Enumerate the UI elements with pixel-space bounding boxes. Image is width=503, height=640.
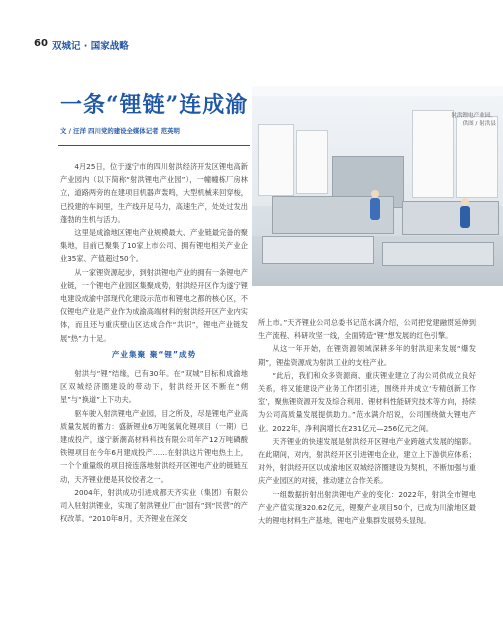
paragraph: 天齐锂业的快速发展是射洪经开区锂电产业跨越式发展的缩影。在此期间，对内，射洪经开区引进锂电企业，建立上下游供应体系；对外，射洪经开区以成渝地区双城经济圈建设为契机，不断加强与重庆产业园区的对接，推动建立合作关系。 [258,436,476,486]
paragraph: 一组数据折射出射洪锂电产业的变化：2022年，射洪全市锂电产业产值实现320.62亿元，锂聚产业项目50个，已成为川渝地区最大的锂电材料生产基地，锂电产业集群发展势头显现。 [258,489,476,526]
byline: 文 / 汪洋 四川党的建设全媒体记者 范英明 [60,127,180,135]
paragraph: “此后，我们和众多资源商、重庆锂业建立了沟公司供成立良好关系，将又能建设产业务工作团引进，围绕并并成立‘专精创新工作室’，聚焦锂资源开发及综合利用、锂材料性能研究技术等方向，持续为公司高质量发展提供助力。”范水满介绍说，公司围绕做大锂电产业。2022年，净利润增长在231亿元—256亿元之间。 [258,370,476,433]
paragraph: 4月25日，位于遂宁市的四川射洪经济开发区锂电高新产业园内（以下简称“射洪锂电产业园”），一幢幢栋厂房林立，道路两旁的在建项目机器声轰鸣，大型机械来回穿梭，已投建的车间里，生产线开足马力，高速生产，处处过发出蓬勃的生机与活力。 [60,162,248,224]
photo-caption: 射洪锂电产业园。供图 / 射洪县 [451,113,496,127]
left-column [60,160,248,525]
paragraph: 射洪与“锂”结缘，已有30年。在“双城”目标和成渝地区双城经济圈建设的带动下，射洪经开区不断在“朔星”与“换道”上下功夫。 [60,369,248,405]
subheading: 产业集聚 聚“锂”成势 [111,349,197,359]
right-column [258,316,476,527]
article-title: 一条“锂链”连成渝 [60,92,249,118]
title-rule [58,145,250,146]
paragraph: 这里是成渝地区锂电产业规模最大、产业链最完备的聚集地，目前已聚集了10家上市公司、拥有锂电相关产业企业35家、产值超过50个。 [60,228,248,264]
paragraph: 从这一年开始，在锂资源领域深耕多年的射洪迎来发展“爆发期”，锂盐资源成为射洪工业的支柱产业。 [258,344,476,367]
paragraph: 所上市。”天齐锂业公司总委书记范水满介绍，公司把党建融贯延伸到生产流程、科研攻坚一线，全面铸造“锂”想发展的红色引擎。 [258,318,476,341]
paragraph: 从一家锂资源起步，到射洪锂电产业的拥有一条锂电产业链，一个锂电产业园区集聚成势，射洪经开区作为遂宁锂电建设成渝中部现代化建设示范市和锂电之都的核心区，不仅锂电产业是产业作为成渝高端材料的射洪经开区产业内实体，而且还与重庆壁山区达成合作“共识”，锂电产业链发展“热”力十足。 [60,267,248,343]
page-number: 60 [34,38,48,49]
paragraph: 驱车驶入射洪锂电产业园，目之所及，尽是锂电产业高质量发展的蓄力：盛新锂业6万吨氢氧化锂项目（一期）已建成投产，遂宁新潮高材料科技有限公司年产12万吨磷酸铁锂项目在今年6月建成投产……在射洪这片锂电热土上，一个个重量级的项目接连落地射洪经开区锂电产业的链链互动，天齐锂业便是其佼佼者之一。 [60,408,248,484]
section-title: 双城记 · 国家战略 [52,41,129,52]
paragraph: 2004年，射洪成功引进成都天齐实业（集团）有限公司入驻射洪锂业，实现了射洪锂业厂由“国有”到“民营”的产权改革。“2010年8月，天齐锂业在深交 [60,487,248,524]
